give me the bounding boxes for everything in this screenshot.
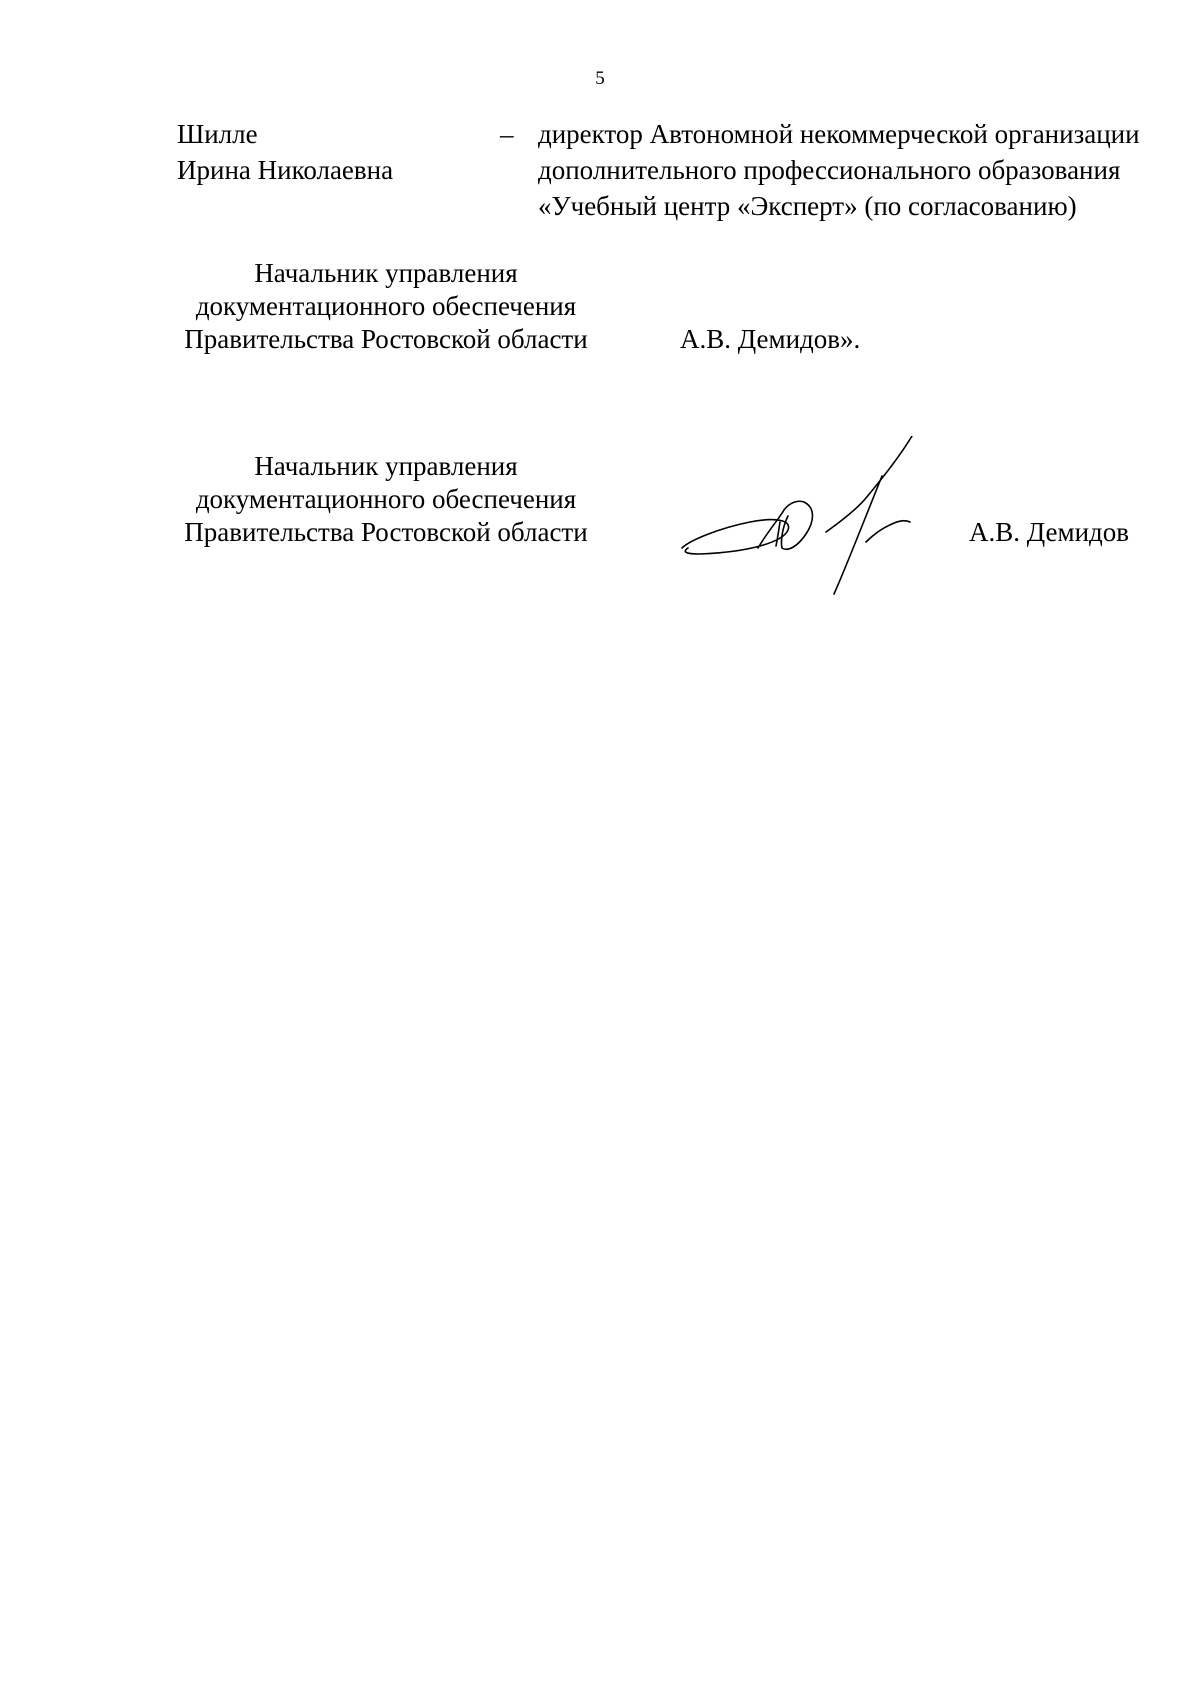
final-signoff-name: А.В. Демидов bbox=[969, 517, 1130, 547]
member-name bbox=[177, 116, 393, 188]
quoted-signoff-title bbox=[170, 257, 602, 356]
page-number: 5 bbox=[595, 68, 605, 89]
signoff-title-line: Правительства Ростовской области bbox=[184, 324, 588, 354]
member-given-names: Ирина Николаевна bbox=[177, 155, 394, 185]
signoff-title-line: Начальник управления bbox=[254, 451, 518, 481]
quoted-signoff-name: А.В. Демидов». bbox=[680, 324, 861, 354]
member-role-line: директор Автономной некоммерческой организации bbox=[538, 119, 1140, 149]
final-signoff-title bbox=[170, 450, 602, 549]
signoff-title-line: документационного обеспечения bbox=[195, 291, 577, 321]
signoff-title-line: Правительства Ростовской области bbox=[184, 517, 588, 547]
member-role-line: «Учебный центр «Эксперт» (по согласованию) bbox=[538, 191, 1077, 221]
signoff-title-line: документационного обеспечения bbox=[195, 484, 577, 514]
signoff-title-line: Начальник управления bbox=[254, 258, 518, 288]
member-surname: Шилле bbox=[177, 119, 258, 149]
handwritten-signature bbox=[680, 436, 950, 596]
member-role bbox=[538, 116, 1158, 224]
member-dash: – bbox=[500, 119, 514, 149]
member-role-line: дополнительного профессионального образования bbox=[538, 155, 1121, 185]
